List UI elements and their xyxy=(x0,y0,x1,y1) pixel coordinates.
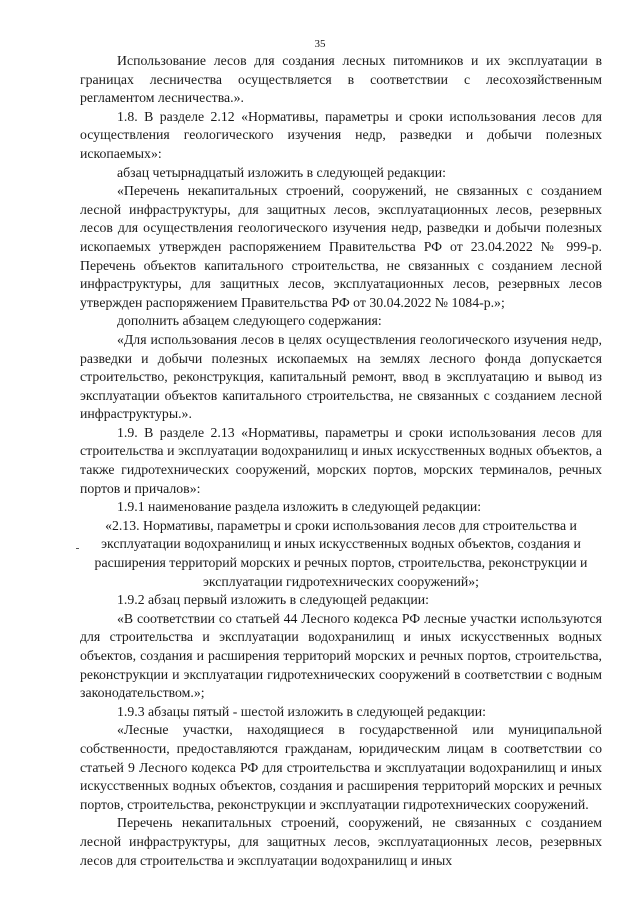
page-number: 35 xyxy=(314,38,326,50)
paragraph-section-1-9: 1.9. В разделе 2.13 «Нормативы, параметры и сроки использования лесов для строительства и эксплуатации водохранилищ и иных искусственных водных объектов, а также гидротехнических сооружений, морских портов, морских терминалов, речных портов и причалов»: xyxy=(80,424,602,496)
paragraph-1-9-1: 1.9.1 наименование раздела изложить в следующей редакции: xyxy=(117,499,482,515)
paragraph-amend-fourteenth: абзац четырнадцатый изложить в следующей редакции: xyxy=(117,164,446,180)
paragraph-section-2-13-title: «2.13. Нормативы, параметры и сроки использования лесов для строительства и эксплуатации водохранилищ и иных искусственных водных объектов, создания и расширения территорий морских и речных портов, строительства, реконструкции и эксплуатации гидротехнических сооружений»; xyxy=(94,517,588,589)
paragraph-article-44: «В соответствии со статьей 44 Лесного кодекса РФ лесные участки используются для строительства и эксплуатации водохранилищ и иных искусственных водных объектов, создания и расширения территорий морских и речных портов, строительства, реконструкции и эксплуатации гидротехнических сооружений в соответствии с водным законодательством.»; xyxy=(80,610,602,701)
paragraph-forest-plots: «Лесные участки, находящиеся в государственной или муниципальной собственности, предоставляются гражданам, юридическим лицам в соответствии со статьей 9 Лесного кодекса РФ для строительства и эксплуатации водохранилищ и иных искусственных водных объектов, создания и расширения территорий морских и речных портов, строительства, реконструкции и эксплуатации гидротехнических сооружений. xyxy=(80,722,602,812)
paragraph-geological-use: «Для использования лесов в целях осуществления геологического изучения недр, разведки и добычи полезных ископаемых на землях лесного фонда допускается строительство, реконструкция, капитальный ремонт, ввод в эксплуатацию и вывод из эксплуатации объектов капитального строительства, не связанных с созданием лесной инфраструктуры.». xyxy=(80,331,602,422)
margin-mark xyxy=(76,548,79,549)
paragraph-1-9-2: 1.9.2 абзац первый изложить в следующей редакции: xyxy=(117,592,429,608)
document-body xyxy=(80,52,602,870)
paragraph-nursery-use: Использование лесов для создания лесных питомников и их эксплуатации в границах лесничества осуществляется в соответствии с лесохозяйственным регламентом лесничества.». xyxy=(80,53,602,106)
paragraph-add-paragraph: дополнить абзацем следующего содержания: xyxy=(117,313,382,329)
paragraph-1-9-3: 1.9.3 абзацы пятый - шестой изложить в следующей редакции: xyxy=(117,703,486,719)
paragraph-section-1-8: 1.8. В разделе 2.12 «Нормативы, параметры и сроки использования лесов для осуществления геологического изучения недр, разведки и добычи полезных ископаемых»: xyxy=(80,108,602,161)
paragraph-list-non-capital: Перечень некапитальных строений, сооружений, не связанных с созданием лесной инфраструктуры, для защитных лесов, эксплуатационных лесов, резервных лесов для строительства и эксплуатации водохранилищ и иных xyxy=(80,815,602,868)
paragraph-list-of-structures: «Перечень некапитальных строений, сооружений, не связанных с созданием лесной инфраструктуры, для защитных лесов, эксплуатационных лесов, резервных лесов для осуществления геологического изучения недр, разведки и добычи полезных ископаемых утвержден распоряжением Правительства РФ от 23.04.2022 № 999-р. Перечень объектов капитального строительства, не связанных с созданием лесной инфраструктуры, для защитных лесов, эксплуатационных лесов, резервных лесов утвержден распоряжением Правительства РФ от 30.04.2022 № 1084-р.»; xyxy=(80,183,602,310)
